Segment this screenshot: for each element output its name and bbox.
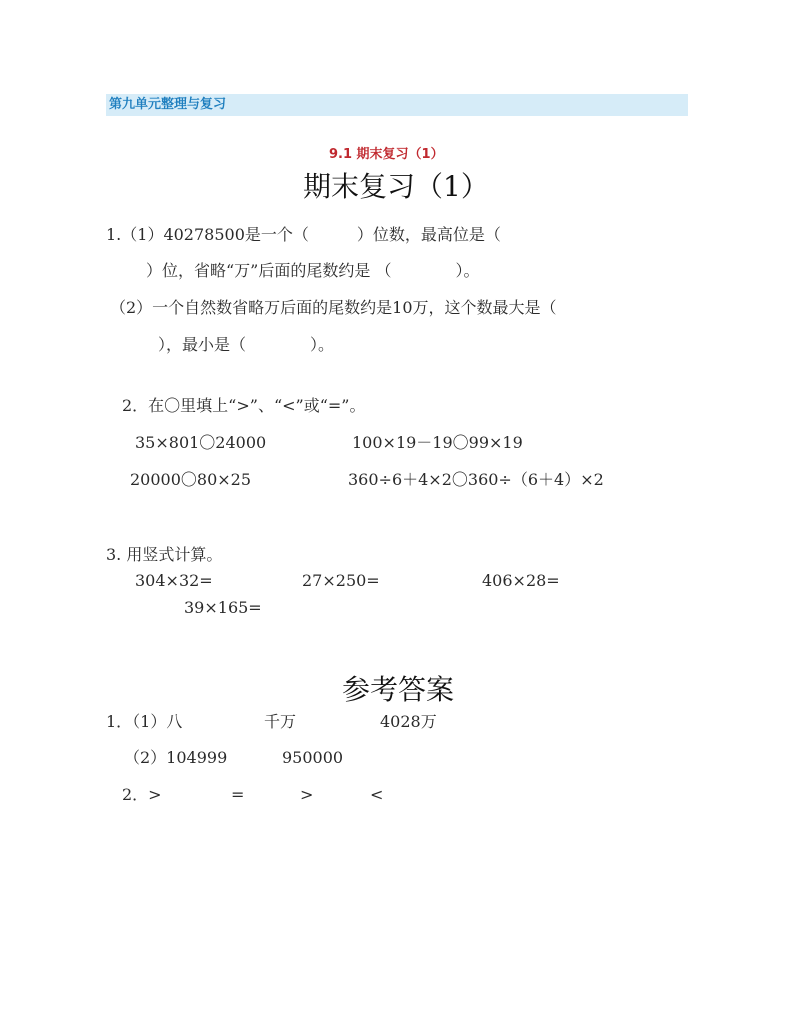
answer-1-1-c: 4028万 — [380, 712, 437, 731]
answer-1-1-a: 1．（1）八 — [106, 712, 183, 731]
answer-2-d: < — [370, 785, 384, 804]
q2-item-2: 100×19－19〇99×19 — [352, 433, 523, 452]
q3-item-4: 39×165= — [184, 598, 262, 617]
q1-line-2: ）位，省略“万”后面的尾数约是 （ ）。 — [146, 261, 480, 280]
answers-title: 参考答案 — [342, 673, 455, 706]
q3-item-1: 304×32= — [135, 571, 213, 590]
q3-prompt: 3. 用竖式计算。 — [106, 545, 223, 564]
q1-line-1: 1.（1）40278500是一个（ ）位数，最高位是（ — [106, 225, 501, 244]
q2-prompt: 2．在〇里填上“>”、“<”或“=”。 — [122, 396, 366, 415]
page-title: 期末复习（1） — [303, 170, 489, 203]
answer-2-b: = — [231, 785, 245, 804]
lesson-subtitle: 9.1 期末复习（1） — [329, 147, 444, 162]
q2-item-4: 360÷6＋4×2〇360÷（6＋4）×2 — [348, 470, 604, 489]
q1-line-3: （2）一个自然数省略万后面的尾数约是10万，这个数最大是（ — [110, 298, 557, 317]
q2-item-3: 20000〇80×25 — [130, 470, 252, 489]
q3-item-3: 406×28= — [482, 571, 560, 590]
q3-item-2: 27×250= — [302, 571, 380, 590]
unit-title: 第九单元整理与复习 — [109, 97, 227, 112]
answer-2-c: > — [300, 785, 314, 804]
answer-1-2-b: 950000 — [282, 748, 344, 767]
q2-item-1: 35×801〇24000 — [135, 433, 267, 452]
answer-2-a: 2．> — [122, 785, 162, 804]
answer-1-2-a: （2）104999 — [124, 748, 228, 767]
q1-line-4: ），最小是（ ）。 — [158, 335, 335, 354]
answer-1-1-b: 千万 — [264, 712, 297, 731]
